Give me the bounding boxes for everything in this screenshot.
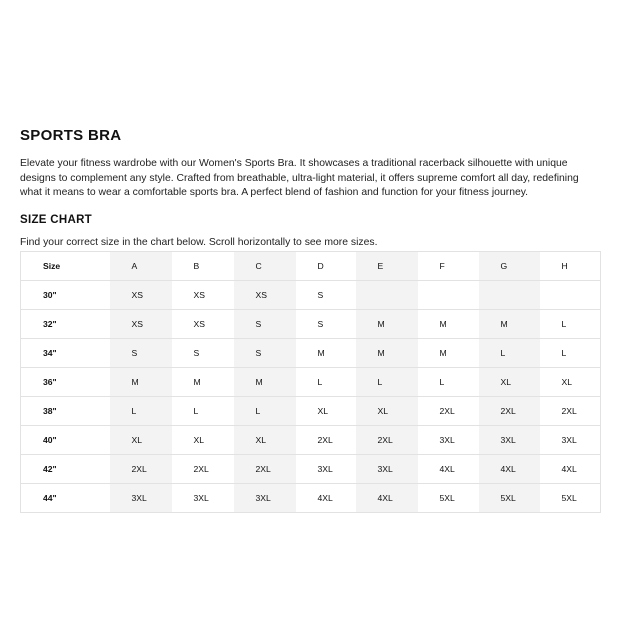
size-cell: XS [172, 309, 234, 338]
size-cell: 4XL [540, 454, 601, 483]
size-cell: XS [234, 280, 296, 309]
size-cell: 4XL [356, 483, 418, 512]
band-size-label: 40" [21, 425, 110, 454]
size-cell: L [110, 396, 172, 425]
size-cell: 5XL [418, 483, 479, 512]
band-size-label: 38" [21, 396, 110, 425]
column-header-cup: H [540, 251, 601, 280]
column-header-cup: E [356, 251, 418, 280]
band-size-label: 30" [21, 280, 110, 309]
size-cell: L [296, 367, 356, 396]
band-size-label: 34" [21, 338, 110, 367]
size-cell: M [356, 309, 418, 338]
size-cell [418, 280, 479, 309]
size-cell: M [356, 338, 418, 367]
size-cell: 2XL [110, 454, 172, 483]
size-cell: XS [110, 309, 172, 338]
band-size-label: 44" [21, 483, 110, 512]
size-cell: 2XL [356, 425, 418, 454]
table-header-row [21, 251, 601, 280]
table-row [21, 338, 601, 367]
size-cell: S [172, 338, 234, 367]
size-cell: L [234, 396, 296, 425]
size-cell: XS [172, 280, 234, 309]
table-row [21, 280, 601, 309]
band-size-label: 42" [21, 454, 110, 483]
size-cell: L [540, 338, 601, 367]
size-cell: S [296, 309, 356, 338]
size-cell: M [172, 367, 234, 396]
size-cell: M [234, 367, 296, 396]
size-cell: 3XL [296, 454, 356, 483]
size-cell: 5XL [479, 483, 540, 512]
size-cell [540, 280, 601, 309]
size-cell: M [418, 338, 479, 367]
size-chart-table[interactable] [20, 251, 601, 513]
size-cell: XL [172, 425, 234, 454]
size-cell: M [418, 309, 479, 338]
size-cell: 3XL [479, 425, 540, 454]
column-header-cup: C [234, 251, 296, 280]
table-row [21, 483, 601, 512]
size-cell: 4XL [418, 454, 479, 483]
table-row [21, 454, 601, 483]
column-header-cup: F [418, 251, 479, 280]
size-cell [356, 280, 418, 309]
size-cell: 2XL [540, 396, 601, 425]
size-cell: 2XL [418, 396, 479, 425]
size-cell: XL [479, 367, 540, 396]
product-content [20, 127, 600, 513]
column-header-size: Size [21, 251, 110, 280]
product-description: Elevate your fitness wardrobe with our Women's Sports Bra. It showcases a traditional racerback silhouette with unique designs to complement any style. Crafted from breathable, ultra-light material, it offers supreme comfort all day, redefining what it means to wear a comfortable sports bra. A perfect blend of fashion and function for your fitness journey. [20, 158, 579, 198]
size-cell: XL [540, 367, 601, 396]
size-cell: 3XL [172, 483, 234, 512]
table-row [21, 309, 601, 338]
size-cell: S [110, 338, 172, 367]
column-header-cup: A [110, 251, 172, 280]
size-chart-body [21, 280, 601, 512]
size-cell: L [356, 367, 418, 396]
size-cell: M [479, 309, 540, 338]
size-cell: 3XL [356, 454, 418, 483]
size-cell: 3XL [110, 483, 172, 512]
size-cell: XL [110, 425, 172, 454]
table-row [21, 367, 601, 396]
size-cell: 2XL [172, 454, 234, 483]
band-size-label: 32" [21, 309, 110, 338]
size-cell: XS [110, 280, 172, 309]
size-cell: XL [356, 396, 418, 425]
size-cell: L [540, 309, 601, 338]
size-cell: XL [234, 425, 296, 454]
band-size-label: 36" [21, 367, 110, 396]
size-cell [479, 280, 540, 309]
size-chart-instruction: Find your correct size in the chart below. Scroll horizontally to see more sizes. [20, 236, 378, 248]
column-header-cup: G [479, 251, 540, 280]
size-cell: L [172, 396, 234, 425]
table-row [21, 396, 601, 425]
size-cell: 3XL [540, 425, 601, 454]
size-cell: S [234, 309, 296, 338]
size-cell: L [479, 338, 540, 367]
column-header-cup: D [296, 251, 356, 280]
size-cell: 2XL [234, 454, 296, 483]
size-cell: 4XL [479, 454, 540, 483]
size-cell: 2XL [479, 396, 540, 425]
table-row [21, 425, 601, 454]
page-title: SPORTS BRA [20, 127, 122, 144]
size-cell: 3XL [418, 425, 479, 454]
size-cell: 5XL [540, 483, 601, 512]
size-cell: M [110, 367, 172, 396]
size-cell: M [296, 338, 356, 367]
size-cell: XL [296, 396, 356, 425]
size-cell: 3XL [234, 483, 296, 512]
size-chart-title: SIZE CHART [20, 213, 92, 226]
size-cell: L [418, 367, 479, 396]
size-cell: S [234, 338, 296, 367]
size-cell: S [296, 280, 356, 309]
column-header-cup: B [172, 251, 234, 280]
size-cell: 4XL [296, 483, 356, 512]
size-cell: 2XL [296, 425, 356, 454]
